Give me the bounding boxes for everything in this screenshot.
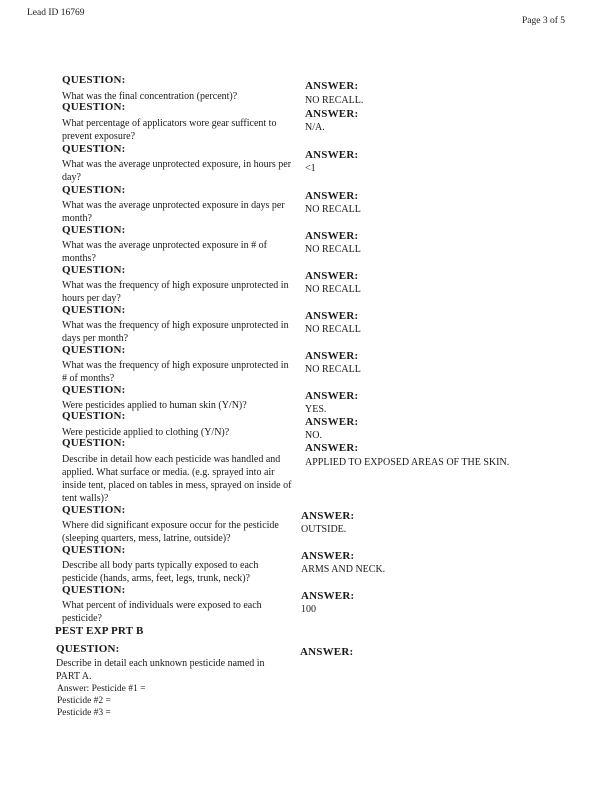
section-title: PEST EXP PRT B [55, 625, 144, 637]
answer-label: ANSWER: [305, 416, 359, 428]
question-text: Describe in detail each unknown pesticide named in PART A. [56, 658, 265, 682]
question-label: QUESTION: [62, 437, 126, 449]
answer-value: NO. [305, 430, 322, 441]
question-text: What percent of individuals were exposed to each pesticide? [62, 600, 262, 624]
question-text: What was the average unprotected exposure in # of months? [62, 240, 267, 264]
page-number: Page 3 of 5 [522, 16, 566, 26]
question-label: QUESTION: [62, 224, 126, 236]
answer-value: N/A. [305, 122, 325, 133]
question-label: QUESTION: [62, 584, 126, 596]
answer-label: ANSWER: [305, 230, 359, 242]
answer-label: ANSWER: [300, 646, 354, 658]
question-label: QUESTION: [62, 410, 126, 422]
answer-value: NO RECALL [305, 204, 361, 215]
answer-label: ANSWER: [305, 108, 359, 120]
answer-label: ANSWER: [301, 550, 355, 562]
question-text: What was the frequency of high exposure unprotected in # of months? [62, 360, 289, 384]
answer-value: ARMS AND NECK. [301, 564, 386, 575]
answer-label: ANSWER: [305, 310, 359, 322]
question-text: Were pesticides applied to human skin (Y/N)? [62, 400, 247, 411]
question-text: What was the average unprotected exposure in days per month? [62, 200, 285, 224]
answer-label: ANSWER: [305, 80, 359, 92]
answer-label: ANSWER: [305, 270, 359, 282]
question-text: What was the frequency of high exposure unprotected in days per month? [62, 320, 289, 344]
question-label: QUESTION: [62, 74, 126, 86]
question-text: Were pesticide applied to clothing (Y/N)? [62, 427, 230, 438]
pesticide-line-2: Pesticide #2 = [57, 696, 111, 706]
pesticide-line-3: Pesticide #3 = [57, 708, 111, 718]
lead-id: Lead ID 16769 [27, 8, 85, 18]
question-label: QUESTION: [62, 544, 126, 556]
question-text: Describe in detail how each pesticide was handled and applied. What surface or media. (e.g. sprayed into air inside tent, placed on tables in mess, sprayed on inside of tent walls)? [62, 454, 292, 504]
answer-value: 100 [301, 604, 316, 615]
answer-value: NO RECALL [305, 364, 361, 375]
answer-value: NO RECALL [305, 324, 361, 335]
question-label: QUESTION: [62, 184, 126, 196]
question-text: What percentage of applicators wore gear sufficent to prevent exposure? [62, 118, 277, 142]
question-label: QUESTION: [62, 143, 126, 155]
question-text: Describe all body parts typically exposed to each pesticide (hands, arms, feet, legs, trunk, neck)? [62, 560, 259, 584]
question-text: What was the average unprotected exposure, in hours per day? [62, 159, 292, 183]
answer-value: <1 [305, 163, 316, 174]
answer-label: ANSWER: [305, 149, 359, 161]
answer-value: APPLIED TO EXPOSED AREAS OF THE SKIN. [305, 457, 510, 468]
question-label: QUESTION: [62, 101, 126, 113]
question-label: QUESTION: [62, 504, 126, 516]
answer-label: ANSWER: [301, 590, 355, 602]
answer-value: OUTSIDE. [301, 524, 347, 535]
question-label: QUESTION: [62, 304, 126, 316]
answer-label: ANSWER: [305, 350, 359, 362]
answer-label: ANSWER: [305, 190, 359, 202]
question-label: QUESTION: [56, 643, 120, 655]
answer-label: ANSWER: [305, 390, 359, 402]
answer-value: NO RECALL [305, 284, 361, 295]
pesticide-line-1: Answer: Pesticide #1 = [57, 684, 146, 694]
answer-label: ANSWER: [305, 442, 359, 454]
question-label: QUESTION: [62, 264, 126, 276]
answer-value: NO RECALL [305, 244, 361, 255]
question-text: What was the final concentration (percent)? [62, 91, 238, 102]
question-label: QUESTION: [62, 344, 126, 356]
answer-value: YES. [305, 404, 327, 415]
question-text: What was the frequency of high exposure unprotected in hours per day? [62, 280, 289, 304]
question-label: QUESTION: [62, 384, 126, 396]
question-text: Where did significant exposure occur for the pesticide (sleeping quarters, mess, latrine, outside)? [62, 520, 279, 544]
answer-value: NO RECALL. [305, 95, 364, 106]
answer-label: ANSWER: [301, 510, 355, 522]
